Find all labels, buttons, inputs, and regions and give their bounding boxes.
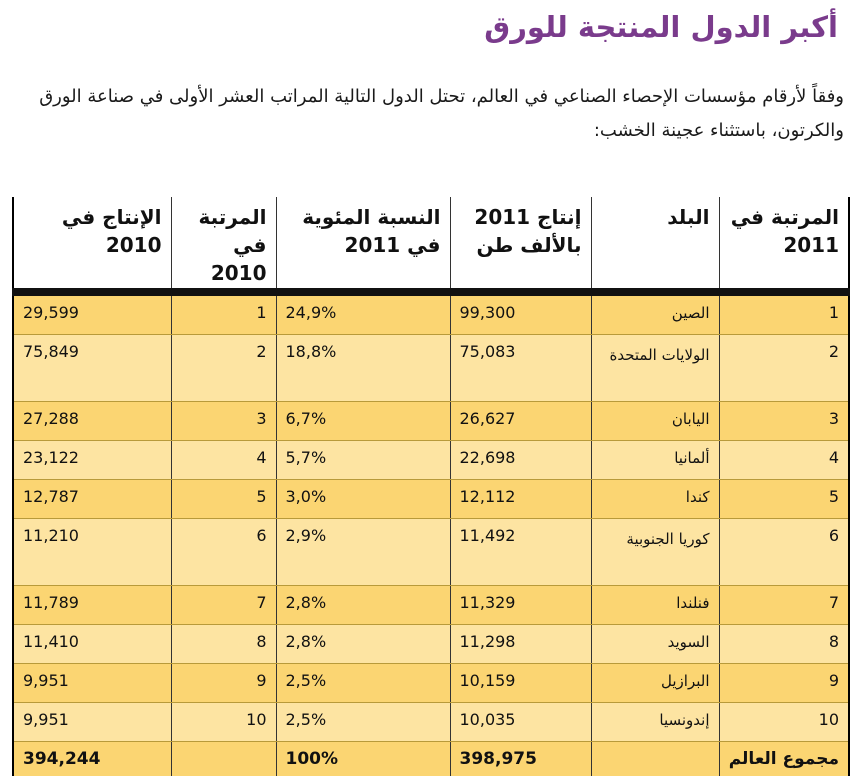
total-percent-2011: 100% — [276, 742, 450, 777]
cell-rank-2011: 1 — [719, 292, 849, 335]
cell-rank-2011: 6 — [719, 519, 849, 586]
intro-paragraph: وفقاً لأرقام مؤسسات الإحصاء الصناعي في العالم، تحتل الدول التالية المراتب العشر الأولى في صناعة الورق والكرتون، باستثناء عجينة الخشب: — [39, 86, 844, 141]
cell-percent-2011: 5,7% — [276, 441, 450, 480]
cell-rank-2010: 1 — [171, 292, 276, 335]
table-row — [13, 519, 849, 586]
cell-production-2011: 26,627 — [450, 402, 591, 441]
table-row — [13, 664, 849, 703]
cell-production-2011: 11,329 — [450, 586, 591, 625]
page-title: أكبر الدول المنتجة للورق — [484, 10, 838, 44]
header-production-2010: الإنتاج في 2010 — [13, 197, 171, 292]
table-row — [13, 335, 849, 402]
cell-rank-2010: 2 — [171, 335, 276, 402]
cell-rank-2010: 10 — [171, 703, 276, 742]
table-row — [13, 625, 849, 664]
cell-production-2010: 9,951 — [13, 664, 171, 703]
cell-country: إندونسيا — [591, 703, 719, 742]
header-rank-2010: المرتبة في 2010 — [171, 197, 276, 292]
cell-percent-2011: 6,7% — [276, 402, 450, 441]
cell-production-2011: 10,159 — [450, 664, 591, 703]
total-rank-2010 — [171, 742, 276, 777]
cell-country: فنلندا — [591, 586, 719, 625]
header-percent-2011: النسبة المئوية في 2011 — [276, 197, 450, 292]
cell-rank-2011: 2 — [719, 335, 849, 402]
cell-country: البرازيل — [591, 664, 719, 703]
header-production-2011: إنتاج 2011 بالألف طن — [450, 197, 591, 292]
cell-country: كوريا الجنوبية — [591, 519, 719, 586]
cell-country: كندا — [591, 480, 719, 519]
cell-rank-2010: 7 — [171, 586, 276, 625]
cell-country: ألمانيا — [591, 441, 719, 480]
table-row — [13, 441, 849, 480]
cell-rank-2011: 5 — [719, 480, 849, 519]
cell-rank-2010: 5 — [171, 480, 276, 519]
total-production-2010: 394,244 — [13, 742, 171, 777]
total-label: مجموع العالم — [719, 742, 849, 777]
cell-country: الصين — [591, 292, 719, 335]
total-country-empty — [591, 742, 719, 777]
cell-rank-2011: 8 — [719, 625, 849, 664]
cell-country: اليابان — [591, 402, 719, 441]
cell-production-2010: 12,787 — [13, 480, 171, 519]
cell-percent-2011: 2,5% — [276, 664, 450, 703]
cell-rank-2011: 3 — [719, 402, 849, 441]
cell-rank-2010: 3 — [171, 402, 276, 441]
cell-production-2011: 11,298 — [450, 625, 591, 664]
cell-production-2011: 75,083 — [450, 335, 591, 402]
cell-percent-2011: 3,0% — [276, 480, 450, 519]
cell-production-2010: 11,789 — [13, 586, 171, 625]
cell-rank-2011: 7 — [719, 586, 849, 625]
cell-production-2010: 29,599 — [13, 292, 171, 335]
cell-percent-2011: 2,8% — [276, 586, 450, 625]
cell-rank-2011: 10 — [719, 703, 849, 742]
table-row — [13, 703, 849, 742]
cell-production-2010: 9,951 — [13, 703, 171, 742]
cell-production-2010: 11,210 — [13, 519, 171, 586]
cell-percent-2011: 2,5% — [276, 703, 450, 742]
header-country: البلد — [591, 197, 719, 292]
cell-production-2010: 23,122 — [13, 441, 171, 480]
cell-percent-2011: 24,9% — [276, 292, 450, 335]
cell-rank-2011: 9 — [719, 664, 849, 703]
cell-production-2011: 11,492 — [450, 519, 591, 586]
total-production-2011: 398,975 — [450, 742, 591, 777]
table-header-row — [13, 197, 849, 292]
table-total-row — [13, 742, 849, 777]
cell-rank-2011: 4 — [719, 441, 849, 480]
cell-production-2010: 75,849 — [13, 335, 171, 402]
cell-percent-2011: 18,8% — [276, 335, 450, 402]
header-rank-2011: المرتبة في 2011 — [719, 197, 849, 292]
cell-rank-2010: 9 — [171, 664, 276, 703]
table-row — [13, 480, 849, 519]
cell-production-2011: 10,035 — [450, 703, 591, 742]
cell-percent-2011: 2,8% — [276, 625, 450, 664]
cell-production-2010: 27,288 — [13, 402, 171, 441]
table-row — [13, 292, 849, 335]
cell-production-2010: 11,410 — [13, 625, 171, 664]
cell-production-2011: 12,112 — [450, 480, 591, 519]
cell-percent-2011: 2,9% — [276, 519, 450, 586]
cell-country: الولايات المتحدة — [591, 335, 719, 402]
cell-production-2011: 22,698 — [450, 441, 591, 480]
cell-rank-2010: 4 — [171, 441, 276, 480]
cell-rank-2010: 6 — [171, 519, 276, 586]
paper-producers-table — [12, 197, 850, 776]
table-row — [13, 586, 849, 625]
table-row — [13, 402, 849, 441]
cell-country: السويد — [591, 625, 719, 664]
cell-rank-2010: 8 — [171, 625, 276, 664]
cell-production-2011: 99,300 — [450, 292, 591, 335]
